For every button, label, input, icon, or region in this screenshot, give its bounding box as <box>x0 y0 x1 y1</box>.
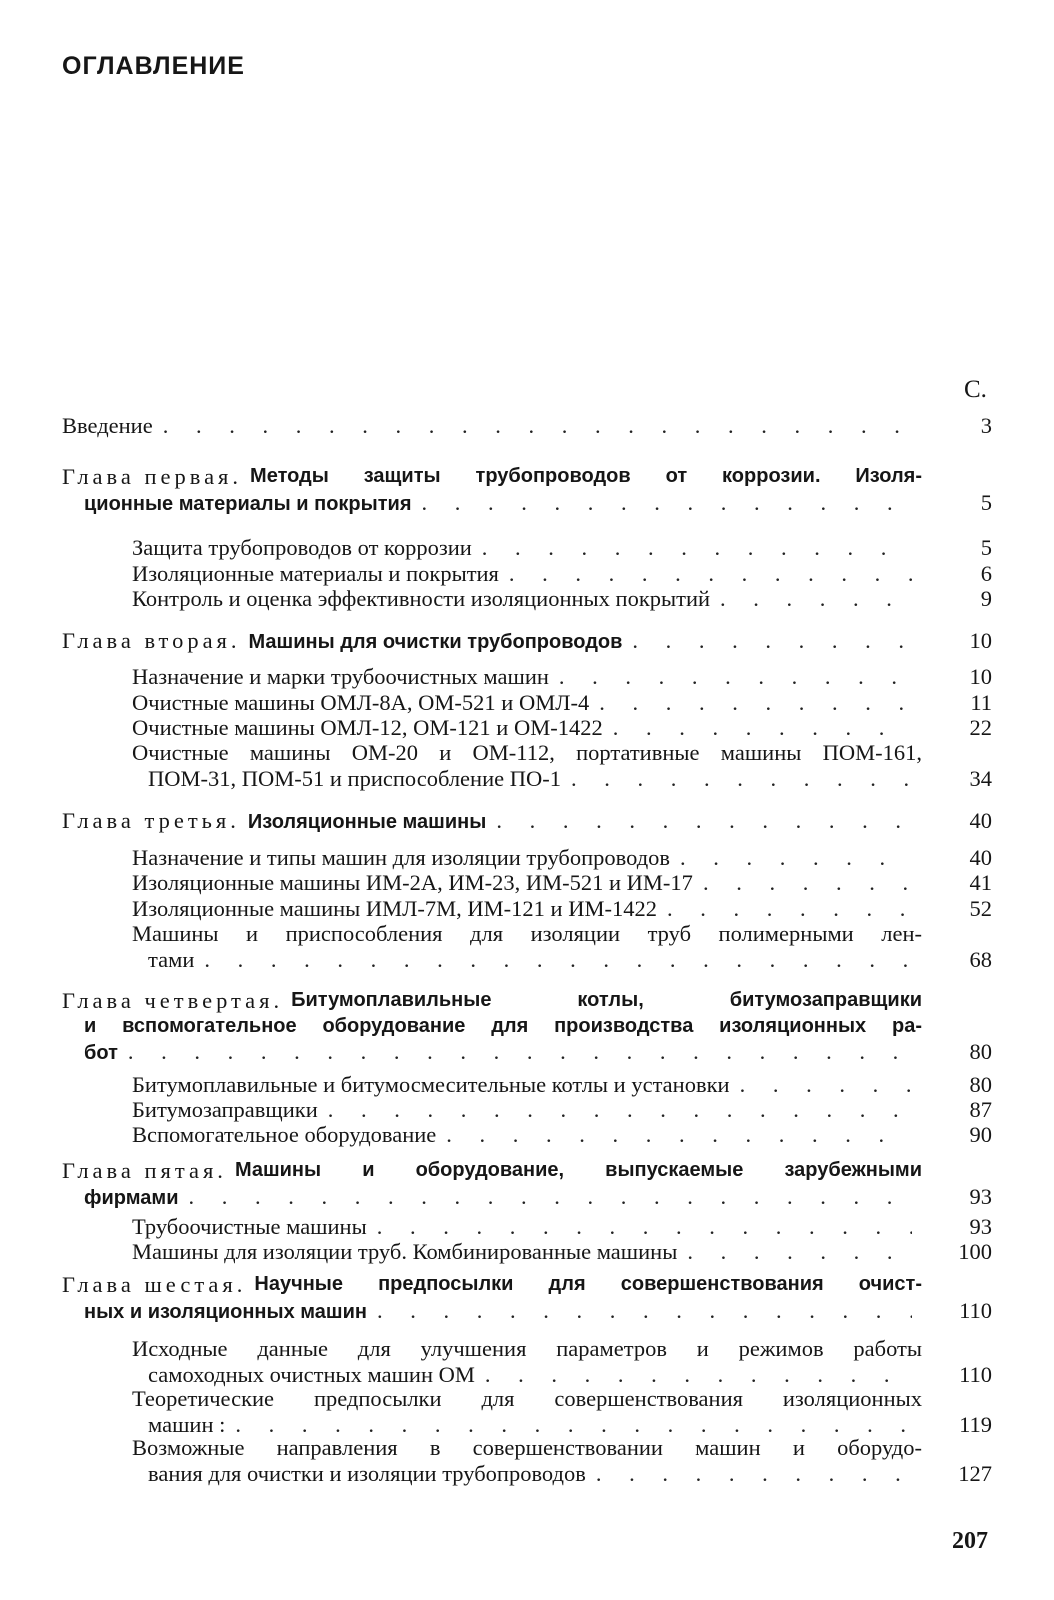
section-page-number: 110 <box>959 1361 992 1387</box>
leader-dots <box>687 1239 912 1265</box>
section-entry <box>132 740 922 791</box>
leader-dots <box>377 1214 912 1240</box>
section-entry <box>132 1097 922 1123</box>
entry-text: Назначение и марки трубоочистных машин <box>132 664 549 689</box>
section-page-number: 127 <box>958 1460 992 1486</box>
leader-dots <box>740 1072 912 1098</box>
leader-dots <box>596 1461 912 1487</box>
leader-dots <box>422 490 913 516</box>
leader-dots <box>571 766 912 792</box>
chapter-title: Машины для очистки трубопроводов <box>248 631 623 653</box>
section-entry <box>132 921 922 972</box>
entry-text: Изоляционные материалы и покрытия <box>132 561 499 586</box>
section-page-number: 22 <box>969 715 992 740</box>
chapter-label: Глава четвертая. <box>62 988 284 1013</box>
section-text: Теоретические предпосылки для совершенствования изоляционных <box>132 1386 922 1411</box>
section-entry <box>132 1435 922 1486</box>
chapter-page-number: 40 <box>969 808 992 833</box>
section-entry <box>132 870 922 896</box>
section-page-number: 6 <box>980 561 992 586</box>
chapter-title: Методы защиты трубопроводов от коррозии. Изоля- <box>250 465 922 487</box>
section-entry <box>132 586 922 612</box>
chapter-title: и вспомогательное оборудование для производства изоляционных ра- <box>84 1014 922 1037</box>
section-page-number: 5 <box>980 535 992 560</box>
entry-text: машин : <box>148 1411 226 1437</box>
chapter-label: Глава пятая. <box>62 1158 227 1183</box>
section-text: Исходные данные для улучшения параметров и режимов работы <box>132 1336 922 1361</box>
section-entry <box>132 1336 922 1387</box>
entry-text: Очистные машины ОМЛ-12, ОМ-121 и ОМ-1422 <box>132 715 603 740</box>
chapter-label: Глава шестая. <box>62 1272 247 1297</box>
section-entry <box>132 690 922 716</box>
leader-dots <box>328 1097 912 1123</box>
chapter-label: Глава вторая. <box>62 628 241 653</box>
chapter-label: Глава третья. <box>62 808 240 833</box>
leader-dots <box>559 664 912 690</box>
entry-text: Введение <box>62 413 153 438</box>
chapter-title: ных и изоляционных машин <box>84 1300 367 1323</box>
leader-dots <box>377 1298 912 1324</box>
leader-dots <box>703 870 912 896</box>
section-entry <box>132 561 922 587</box>
leader-dots <box>128 1039 912 1065</box>
entry-text: Назначение и типы машин для изоляции трубопроводов <box>132 845 671 870</box>
section-page-number: 119 <box>959 1411 992 1437</box>
section-entry <box>132 664 922 690</box>
section-entry <box>132 896 922 922</box>
section-entry <box>132 1122 922 1148</box>
entry-text: Изоляционные машины ИМЛ-7М, ИМ-121 и ИМ-1422 <box>132 896 657 921</box>
section-page-number: 87 <box>969 1097 992 1122</box>
entry-text: Машины для изоляции труб. Комбинированные машины <box>132 1239 678 1264</box>
chapter-entry <box>62 988 922 1067</box>
chapter-page-number: 110 <box>959 1297 992 1323</box>
section-entry <box>132 1072 922 1098</box>
chapter-title: Изоляционные машины <box>247 811 487 833</box>
section-page-number: 9 <box>980 586 992 611</box>
chapter-title: Машины и оборудование, выпускаемые зарубежными <box>234 1159 922 1181</box>
leader-dots <box>613 715 912 741</box>
leader-dots <box>485 1362 912 1388</box>
leader-dots <box>509 561 912 587</box>
chapter-title: фирмами <box>84 1186 179 1209</box>
entry-text: самоходных очистных машин ОМ <box>148 1361 475 1387</box>
section-text: Машины и приспособления для изоляции труб полимерными лен- <box>132 921 922 946</box>
section-text: Возможные направления в совершенствовании машин и оборудо- <box>132 1435 922 1460</box>
entry-text: вания для очистки и изоляции трубопроводов <box>148 1460 586 1486</box>
leader-dots <box>189 1184 913 1210</box>
chapter-entry <box>62 808 922 836</box>
section-page-number: 52 <box>969 896 992 921</box>
toc-entry-intro <box>62 413 922 439</box>
section-text: Очистные машины ОМ-20 и ОМ-112, портативные машины ПОМ-161, <box>132 740 922 765</box>
chapter-title: ционные материалы и покрытия <box>84 492 412 515</box>
section-entry <box>132 1386 922 1437</box>
chapter-entry <box>62 464 922 517</box>
leader-dots <box>599 690 912 716</box>
chapter-entry <box>62 1158 922 1211</box>
page-number: 207 <box>952 1528 988 1554</box>
chapter-page-number: 10 <box>969 628 992 653</box>
section-page-number: 90 <box>969 1122 992 1147</box>
section-entry <box>132 715 922 741</box>
chapter-entry <box>62 628 922 656</box>
page-heading: ОГЛАВЛЕНИЕ <box>62 52 245 80</box>
chapter-page-number: 93 <box>969 1183 992 1209</box>
entry-text: Битумоплавильные и битумосмесительные котлы и установки <box>132 1072 730 1097</box>
leader-dots <box>496 808 912 834</box>
section-entry <box>132 845 922 871</box>
chapter-page-number: 5 <box>980 489 992 515</box>
leader-dots <box>482 535 912 561</box>
chapter-label: Глава первая. <box>62 464 243 489</box>
section-page-number: 100 <box>958 1239 992 1264</box>
leader-dots <box>446 1122 912 1148</box>
leader-dots <box>204 947 912 973</box>
leader-dots <box>632 628 912 654</box>
section-page-number: 68 <box>969 946 992 972</box>
section-page-number: 41 <box>969 870 992 895</box>
entry-text: Вспомогательное оборудование <box>132 1122 437 1147</box>
page-column-label: С. <box>964 376 987 403</box>
section-page-number: 40 <box>969 845 992 870</box>
section-entry <box>132 535 922 561</box>
section-page-number: 80 <box>969 1072 992 1097</box>
chapter-title: Научные предпосылки для совершенствования очист- <box>254 1273 922 1295</box>
entry-text: Контроль и оценка эффективности изоляционных покрытий <box>132 586 711 611</box>
entry-text: тами <box>148 946 195 972</box>
section-entry <box>132 1214 922 1240</box>
chapter-page-number: 80 <box>969 1039 992 1064</box>
leader-dots <box>680 845 912 871</box>
leader-dots <box>667 896 912 922</box>
entry-text: Защита трубопроводов от коррозии <box>132 535 472 560</box>
section-entry <box>132 1239 922 1265</box>
entry-text: Трубоочистные машины <box>132 1214 367 1239</box>
chapter-title: Битумоплавильные котлы, битумозаправщики <box>291 989 922 1011</box>
entry-text: Битумозаправщики <box>132 1097 318 1122</box>
section-page-number: 10 <box>969 664 992 689</box>
leader-dots <box>163 413 912 439</box>
entry-page-number: 3 <box>980 413 992 438</box>
section-page-number: 93 <box>969 1214 992 1239</box>
entry-text: Очистные машины ОМЛ-8А, ОМ-521 и ОМЛ-4 <box>132 690 590 715</box>
section-page-number: 34 <box>969 765 992 791</box>
leader-dots <box>235 1412 912 1438</box>
entry-text: ПОМ-31, ПОМ-51 и приспособление ПО-1 <box>148 765 561 791</box>
entry-text: Изоляционные машины ИМ-2А, ИМ-23, ИМ-521 и ИМ-17 <box>132 870 693 895</box>
leader-dots <box>720 586 912 612</box>
chapter-title: бот <box>84 1042 118 1064</box>
chapter-entry <box>62 1272 922 1325</box>
section-page-number: 11 <box>970 690 992 715</box>
